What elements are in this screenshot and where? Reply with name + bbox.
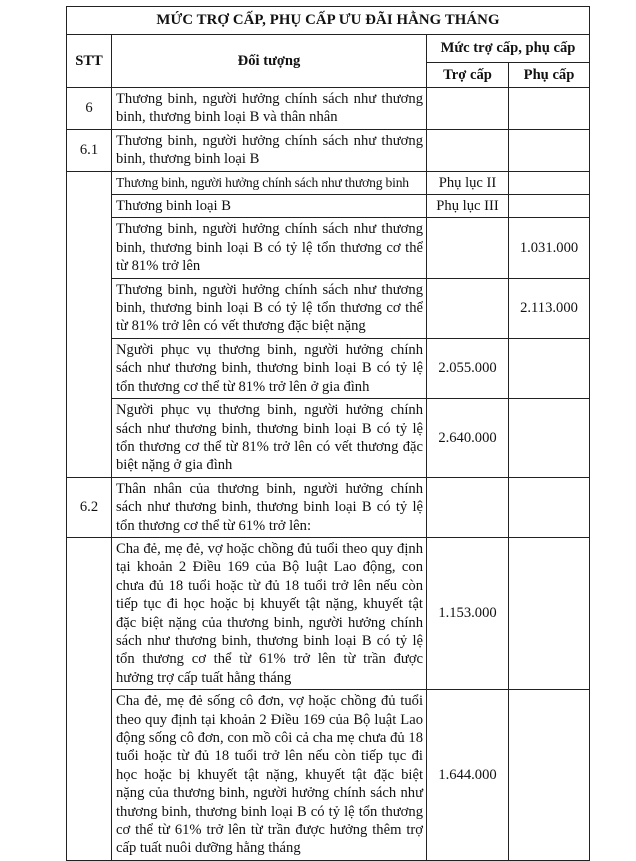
table-row [67,278,590,338]
row-phu-cap [509,477,590,537]
row-phu-cap: 1.031.000 [509,218,590,278]
row-tro-cap: Phụ lục III [427,195,509,218]
row-phu-cap [509,338,590,398]
header-stt: STT [67,35,112,88]
row-desc: Cha đẻ, mẹ đẻ sống cô đơn, vợ hoặc chồng đủ tuổi theo quy định tại khoản 2 Điều 169 của Bộ luật Lao động sống cô đơn, con mồ côi cả cha mẹ chưa đủ 18 tuổi hoặc từ đủ 18 tuổi trở lên nếu còn tiếp tục đi học hoặc bị khuyết tật nặng, khuyết tật đặc biệt nặng của thương binh, người hưởng chính sách như thương binh, thương binh loại B có tỷ lệ tổn thương cơ thể từ 61% trở lên từ trần được hưởng thêm trợ cấp tuất nuôi dưỡng hằng tháng [112,690,427,861]
row-tro-cap [427,218,509,278]
row-tro-cap: 2.640.000 [427,399,509,478]
table-row [67,129,590,171]
allowance-table [66,6,590,861]
row-desc: Cha đẻ, mẹ đẻ, vợ hoặc chồng đủ tuổi theo quy định tại khoản 2 Điều 169 của Bộ luật Lao động, con chưa đủ 18 tuổi hoặc từ đủ 18 tuổi trở lên nếu còn tiếp tục đi học hoặc bị khuyết tật nặng, khuyết tật đặc biệt nặng của thương binh, người hưởng chính sách như thương binh, thương binh loại B có tỷ lệ tổn thương cơ thể từ 61% trở lên từ trần được hưởng trợ cấp tuất hằng tháng [112,537,427,689]
row-stt: 6.1 [67,129,112,171]
row-tro-cap: Phụ lục II [427,171,509,194]
row-tro-cap: 1.153.000 [427,537,509,689]
header-muc: Mức trợ cấp, phụ cấp [427,35,590,63]
row-tro-cap: 2.055.000 [427,338,509,398]
table-row [67,195,590,218]
table-row [67,399,590,478]
table-row [67,218,590,278]
table-title: MỨC TRỢ CẤP, PHỤ CẤP ƯU ĐÃI HẰNG THÁNG [67,7,590,35]
row-tro-cap [427,477,509,537]
row-phu-cap: 2.113.000 [509,278,590,338]
table-row [67,171,590,194]
row-desc: Thương binh, người hưởng chính sách như thương binh, thương binh loại B [112,129,427,171]
row-desc: Thương binh, người hưởng chính sách như thương binh [112,171,427,194]
row-phu-cap [509,129,590,171]
table-row [67,338,590,398]
row-phu-cap [509,195,590,218]
table-row [67,690,590,861]
row-tro-cap [427,88,509,130]
row-phu-cap [509,399,590,478]
row-desc: Thương binh, người hưởng chính sách như thương binh, thương binh loại B và thân nhân [112,88,427,130]
header-doi-tuong: Đối tượng [112,35,427,88]
row-stt-empty [67,537,112,860]
row-desc: Người phục vụ thương binh, người hưởng chính sách như thương binh, thương binh loại B có tỷ lệ tổn thương cơ thể từ 81% trở lên có vết thương đặc biệt nặng ở gia đình [112,399,427,478]
row-stt: 6 [67,88,112,130]
row-stt-empty [67,171,112,477]
row-tro-cap: 1.644.000 [427,690,509,861]
row-desc: Thương binh loại B [112,195,427,218]
row-desc: Thương binh, người hưởng chính sách như thương binh, thương binh loại B có tỷ lệ tổn thương cơ thể từ 81% trở lên có vết thương đặc biệt nặng [112,278,427,338]
header-phu-cap: Phụ cấp [509,63,590,88]
row-tro-cap [427,129,509,171]
row-phu-cap [509,88,590,130]
row-phu-cap [509,171,590,194]
row-stt: 6.2 [67,477,112,537]
table-row [67,477,590,537]
table-row [67,88,590,130]
row-tro-cap [427,278,509,338]
table-row [67,537,590,689]
row-desc: Thân nhân của thương binh, người hưởng chính sách như thương binh, thương binh loại B có tỷ lệ tổn thương cơ thể từ 61% trở lên: [112,477,427,537]
row-desc: Người phục vụ thương binh, người hưởng chính sách như thương binh, thương binh loại B có tỷ lệ tổn thương cơ thể từ 81% trở lên ở gia đình [112,338,427,398]
header-tro-cap: Trợ cấp [427,63,509,88]
row-desc: Thương binh, người hưởng chính sách như thương binh, thương binh loại B có tỷ lệ tổn thương cơ thể từ 81% trở lên [112,218,427,278]
row-phu-cap [509,690,590,861]
row-phu-cap [509,537,590,689]
